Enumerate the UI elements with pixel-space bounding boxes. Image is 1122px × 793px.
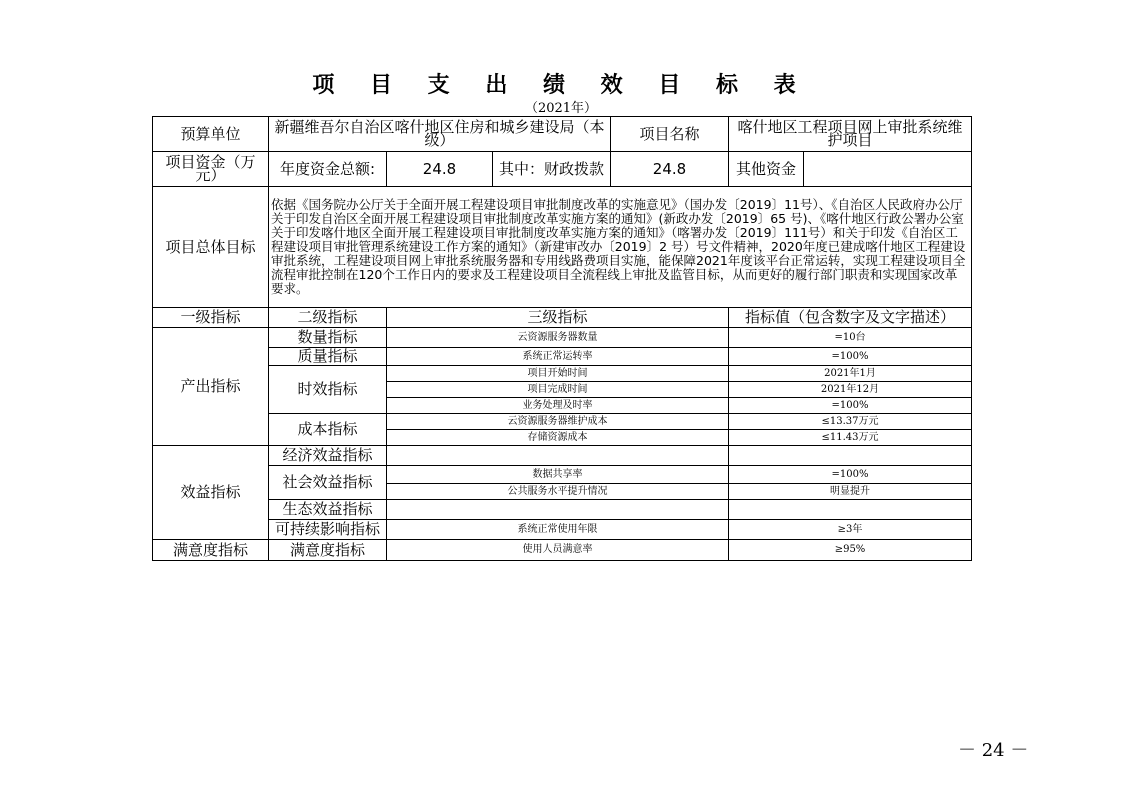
value-cell: ≥3年 <box>729 520 972 540</box>
project-name-label: 项目名称 <box>611 117 729 152</box>
value-cell: 2021年1月 <box>729 366 972 382</box>
indicator-cell: 业务处理及时率 <box>387 398 729 414</box>
other-funds-label: 其他资金 <box>729 152 804 187</box>
value-cell: =10台 <box>729 328 972 348</box>
goal-text: 依据《国务院办公厅关于全面开展工程建设项目审批制度改革的实施意见》（国办发〔2019〕11号）、《自治区人民政府办公厅关于印发自治区全面开展工程建设项目审批制度改革实施方案的通知》(新政办发〔2019〕65 号)、《喀什地区行政公署办公室关于印发喀什地区全面开展工程建设项目审批制度改革实施方案的通知》（喀署办发〔2019〕111号）和关于印发《自治区工程建设项目审批管理系统建设工作方案的通知》（新建审改办〔2019〕2 号）号文件精神，2020年度已建成喀什地区工程建设审批系统，工程建设项目网上审批系统服务器和专用线路费项目实施，能保障2021年度该平台正常运转，实现工程建设项目全流程审批控制在120个工作日内的要求及工程建设项目全流程线上审批及监管目标，从而更好的履行部门职责和实现国家改革要求。 <box>269 187 972 308</box>
level1-satisfaction: 满意度指标 <box>153 540 269 561</box>
level2-sustainable: 可持续影响指标 <box>269 520 387 540</box>
column-level2: 二级指标 <box>269 308 387 328</box>
indicator-cell: 系统正常运转率 <box>387 348 729 366</box>
value-cell: ≤13.37万元 <box>729 414 972 430</box>
page-title: 项 目 支 出 绩 效 目 标 表 <box>312 73 810 98</box>
other-funds-value <box>804 152 972 187</box>
value-cell: 2021年12月 <box>729 382 972 398</box>
table-row <box>153 466 972 484</box>
table-row <box>153 348 972 366</box>
header-row <box>153 117 972 152</box>
table-row <box>153 500 972 520</box>
goal-row <box>153 187 972 308</box>
table-row <box>153 520 972 540</box>
value-cell: ≥95% <box>729 540 972 561</box>
unit-value: 新疆维吾尔自治区喀什地区住房和城乡建设局（本级） <box>269 117 611 152</box>
indicator-cell <box>387 500 729 520</box>
goal-label: 项目总体目标 <box>153 187 269 308</box>
table-row <box>153 540 972 561</box>
value-cell: =100% <box>729 398 972 414</box>
year-subtitle: （2021年） <box>524 101 598 116</box>
value-cell: =100% <box>729 466 972 484</box>
project-name-value: 喀什地区工程项目网上审批系统维护项目 <box>729 117 972 152</box>
indicator-cell: 系统正常使用年限 <box>387 520 729 540</box>
fiscal-funds-label: 其中：财政拨款 <box>493 152 611 187</box>
annual-funds-value: 24.8 <box>387 152 493 187</box>
page-number: － 24 － <box>958 740 1029 761</box>
indicator-cell: 项目完成时间 <box>387 382 729 398</box>
level2-ecological: 生态效益指标 <box>269 500 387 520</box>
annual-funds-label: 年度资金总额: <box>269 152 387 187</box>
level1-output: 产出指标 <box>153 328 269 446</box>
value-cell <box>729 500 972 520</box>
funds-row <box>153 152 972 187</box>
funds-label: 项目资金（万元） <box>153 152 269 187</box>
column-value: 指标值（包含数字及文字描述） <box>729 308 972 328</box>
value-cell: =100% <box>729 348 972 366</box>
level1-benefit: 效益指标 <box>153 446 269 540</box>
fiscal-funds-value: 24.8 <box>611 152 729 187</box>
indicator-cell: 项目开始时间 <box>387 366 729 382</box>
level2-satisfaction: 满意度指标 <box>269 540 387 561</box>
column-level3: 三级指标 <box>387 308 729 328</box>
table-row <box>153 446 972 466</box>
unit-label: 预算单位 <box>153 117 269 152</box>
indicator-cell: 云资源服务器数量 <box>387 328 729 348</box>
indicator-cell <box>387 446 729 466</box>
level2-economic: 经济效益指标 <box>269 446 387 466</box>
indicator-cell: 数据共享率 <box>387 466 729 484</box>
value-cell <box>729 446 972 466</box>
table-row <box>153 414 972 430</box>
level2-quantity: 数量指标 <box>269 328 387 348</box>
level2-cost: 成本指标 <box>269 414 387 446</box>
column-level1: 一级指标 <box>153 308 269 328</box>
indicator-cell: 云资源服务器维护成本 <box>387 414 729 430</box>
value-cell: 明显提升 <box>729 484 972 500</box>
level2-social: 社会效益指标 <box>269 466 387 500</box>
indicator-cell: 使用人员满意率 <box>387 540 729 561</box>
indicator-cell: 存储资源成本 <box>387 430 729 446</box>
indicator-cell: 公共服务水平提升情况 <box>387 484 729 500</box>
performance-target-table <box>152 116 972 561</box>
level2-quality: 质量指标 <box>269 348 387 366</box>
table-row <box>153 366 972 382</box>
column-header-row <box>153 308 972 328</box>
value-cell: ≤11.43万元 <box>729 430 972 446</box>
level2-timeliness: 时效指标 <box>269 366 387 414</box>
table-row <box>153 328 972 348</box>
